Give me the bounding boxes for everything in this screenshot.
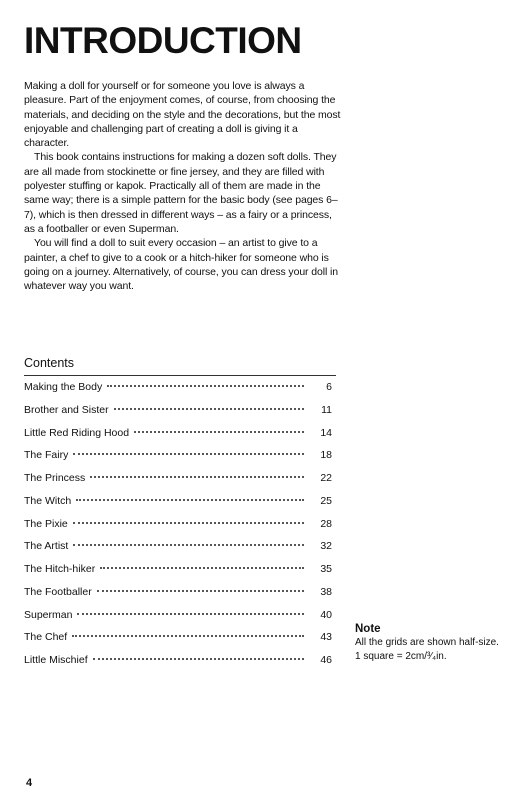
contents-entry-page: 28 [320,517,332,530]
intro-paragraph: Making a doll for yourself or for someone you love is always a pleasure. Part of the enjoyment comes, of course, from choosing the materials, and deciding on the style and the decorations, but the most enjoyable and challenging part of creating a doll is giving it a character. [24,80,341,150]
contents-entry [24,584,332,607]
contents-entry-title: The Fairy [24,449,69,462]
dot-leader [72,635,304,637]
dot-leader [134,431,304,433]
contents-entry-page: 32 [320,540,332,553]
contents-entry-title: Little Mischief [24,654,88,666]
note-scale: 1 square = 2cm/³⁄₄in. [355,650,447,662]
contents-entry [24,425,332,448]
contents-entry [24,493,332,516]
dot-leader [73,453,304,455]
intro-paragraph: This book contains instructions for making a dozen soft dolls. They are all made from stockinette or fine jersey, and they are filled with polyester stuffing or kapok. Practically all of them are made in the same way; there is a simple pattern for the basic body (see pages 6–7), which is then dressed in different ways – as a fairy or a princess, as a footballer or even Superman. [24,151,338,235]
contents-entry-title: The Artist [24,540,69,553]
contents-entry [24,607,332,630]
contents-entry-title: The Princess [24,472,86,484]
note-box [355,622,525,663]
contents-entry-title: Little Red Riding Hood [24,426,130,439]
dot-leader [73,522,304,524]
contents-entry-page: 14 [320,426,332,439]
introduction-text [24,79,344,293]
contents-entry [24,402,332,425]
contents-entry-title: Making the Body [24,381,103,393]
contents-entry [24,516,332,539]
contents-entry-page: 40 [320,608,332,621]
note-heading: Note [355,623,381,635]
dot-leader [114,408,304,410]
contents-entry [24,538,332,561]
contents-entry-title: The Chef [24,631,68,644]
contents-divider [24,375,336,376]
contents-entry [24,629,332,652]
contents-entry-page: 22 [320,472,332,484]
contents-entry [24,470,332,493]
dot-leader [77,613,304,615]
page-title: INTRODUCTION [24,20,302,61]
intro-paragraph: You will find a doll to suit every occasion – an artist to give to a painter, a chef to give to a cook or a hitch-hiker for someone who is going on a journey. Alternatively, of course, you can dress your doll in whatever way you want. [24,237,339,293]
dot-leader [76,499,304,501]
contents-entry-page: 46 [320,654,332,666]
contents-entry-title: The Footballer [24,585,92,598]
contents-entry [24,652,332,675]
contents-entry-page: 18 [320,449,332,462]
contents-entry-page: 6 [326,381,332,393]
page-number: 4 [26,777,33,789]
contents-entry-title: The Pixie [24,517,68,530]
dot-leader [100,567,304,569]
contents-entry-page: 25 [320,494,332,507]
contents-entry-page: 35 [320,563,332,575]
dot-leader [97,590,304,592]
dot-leader [107,385,304,387]
contents-list [24,379,332,675]
contents-entry [24,447,332,470]
contents-entry-page: 38 [320,585,332,598]
contents-heading: Contents [24,356,75,370]
contents-entry-page: 43 [320,631,332,644]
contents-entry-title: Superman [24,608,73,621]
contents-entry-page: 11 [321,403,332,416]
dot-leader [93,658,304,660]
contents-entry-title: The Witch [24,494,72,507]
note-text: All the grids are shown half-size. [355,637,499,648]
contents-entry-title: Brother and Sister [24,403,109,416]
contents-entry [24,561,332,584]
contents-entry [24,379,332,402]
contents-entry-title: The Hitch-hiker [24,563,96,575]
dot-leader [90,476,304,478]
dot-leader [73,544,304,546]
